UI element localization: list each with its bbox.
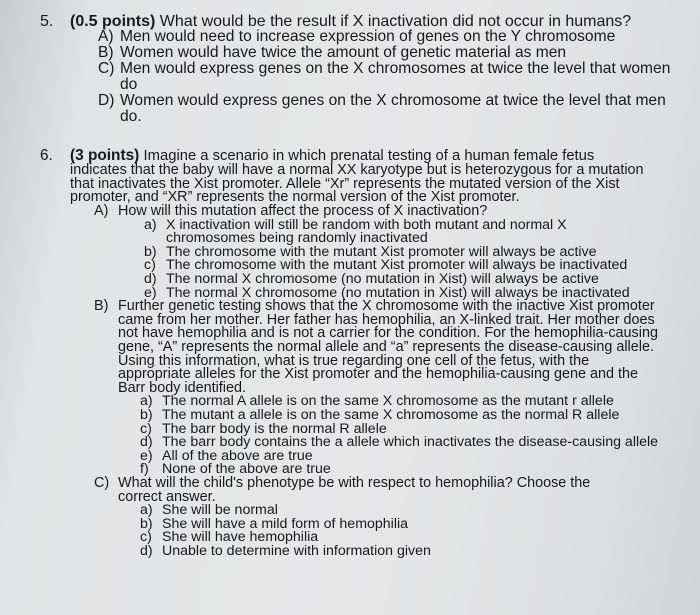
part-letter: C) [94, 474, 110, 491]
option-text: The normal A allele is on the same X chromosome as the mutant r allele [162, 393, 614, 410]
option-a [98, 29, 690, 45]
option-letter: e) [140, 447, 153, 464]
option-text: The normal X chromosome (no mutation in Xist) will always be inactivated [166, 284, 630, 301]
option-text: The chromosome with the mutant Xist promoter will always be active [166, 243, 597, 260]
part-text: How will this mutation affect the process of X inactivation? [118, 203, 488, 220]
question-points: (0.5 points) [70, 13, 156, 30]
option-letter: b) [140, 407, 153, 424]
option-text: Unable to determine with information given [162, 542, 431, 559]
option-letter: d) [144, 271, 157, 288]
option-letter: D) [98, 92, 115, 109]
part-text: Further genetic testing shows that the X chromosome with the inactive Xist promoter came from her mother. Her father has hemophilia, an X-linked trait. Her mother does not have hemophilia and is not a carrier for the condition. For the hemophilia-causing gene, “A” represents the normal allele and “a” represents the disease-causing allele. Using this information, what is true regarding one cell of the fetus, with the appropriate alleles for the Xist promoter and the hemophilia-causing gene and the Barr body identified. [118, 298, 658, 396]
option-letter: b) [144, 243, 157, 260]
part-letter: A) [94, 203, 109, 220]
option-text: She will have hemophilia [162, 529, 319, 546]
option-letter: a) [140, 393, 153, 410]
option-text: She will be normal [162, 502, 278, 519]
question-6 [40, 148, 690, 559]
option-text: Men would need to increase expression of genes on the Y chromosome [120, 28, 616, 45]
option-letter: a) [144, 216, 157, 233]
option-letter: C) [98, 60, 115, 77]
option-text: The mutant a allele is on the same X chromosome as the normal R allele [162, 407, 620, 424]
question-number: 5. [40, 13, 54, 30]
question-points: (3 points) [70, 147, 140, 164]
option-c [98, 61, 690, 93]
option-text: The barr body contains the a allele which inactivates the disease-causing allele [162, 434, 659, 451]
option-text: Women would express genes on the X chromosome at twice the level that men do. [120, 92, 666, 125]
option-d [98, 93, 690, 125]
option-letter: a) [140, 502, 153, 519]
question-text: What would be the result if X inactivation did not occur in humans? [159, 13, 632, 30]
question-text: Imagine a scenario in which prenatal testing of a human female fetus [143, 148, 595, 164]
part-b-question [94, 300, 690, 395]
option-text: The normal X chromosome (no mutation in Xist) will always be active [166, 271, 599, 288]
option-text: The chromosome with the mutant Xist promoter will always be inactivated [166, 257, 628, 274]
option-text: None of the above are true [162, 461, 331, 478]
option-text: The barr body is the normal R allele [162, 420, 387, 437]
option-letter: f) [140, 461, 149, 478]
option-letter: B) [98, 44, 114, 61]
part-a-option-a [144, 216, 690, 247]
option-text: She will have a mild form of hemophilia [162, 515, 409, 532]
option-text: Men would express genes on the X chromosomes at twice the level that women do [120, 60, 671, 93]
option-letter: A) [98, 28, 114, 45]
option-letter: c) [140, 529, 152, 546]
option-letter: d) [140, 434, 153, 451]
option-text: X inactivation will still be random with both mutant and normal X chromosomes being randomly inactivated [166, 216, 567, 247]
question-6-intro: indicates that the baby will have a normal XX karyotype but is heterozygous for a mutation that inactivates the Xist promoter. Allele “Xr” represents the mutated version of the Xist promoter, and “XR” represents the normal version of the Xist promoter. [70, 162, 644, 206]
question-5 [40, 14, 690, 125]
option-letter: c) [144, 257, 156, 274]
option-letter: c) [140, 420, 152, 437]
question-5-stem [40, 14, 690, 29]
question-number: 6. [40, 147, 53, 164]
option-text: Women would have twice the amount of genetic material as men [120, 44, 567, 61]
option-b [98, 45, 690, 61]
option-letter: b) [140, 515, 153, 532]
option-text: All of the above are true [162, 447, 313, 464]
part-text: What will the child's phenotype be with respect to hemophilia? Choose the correct answer. [118, 474, 591, 505]
part-c-option-d [140, 542, 690, 559]
option-letter: e) [144, 284, 157, 301]
part-letter: B) [94, 298, 109, 315]
part-c-question [94, 474, 690, 505]
option-letter: d) [140, 542, 153, 559]
